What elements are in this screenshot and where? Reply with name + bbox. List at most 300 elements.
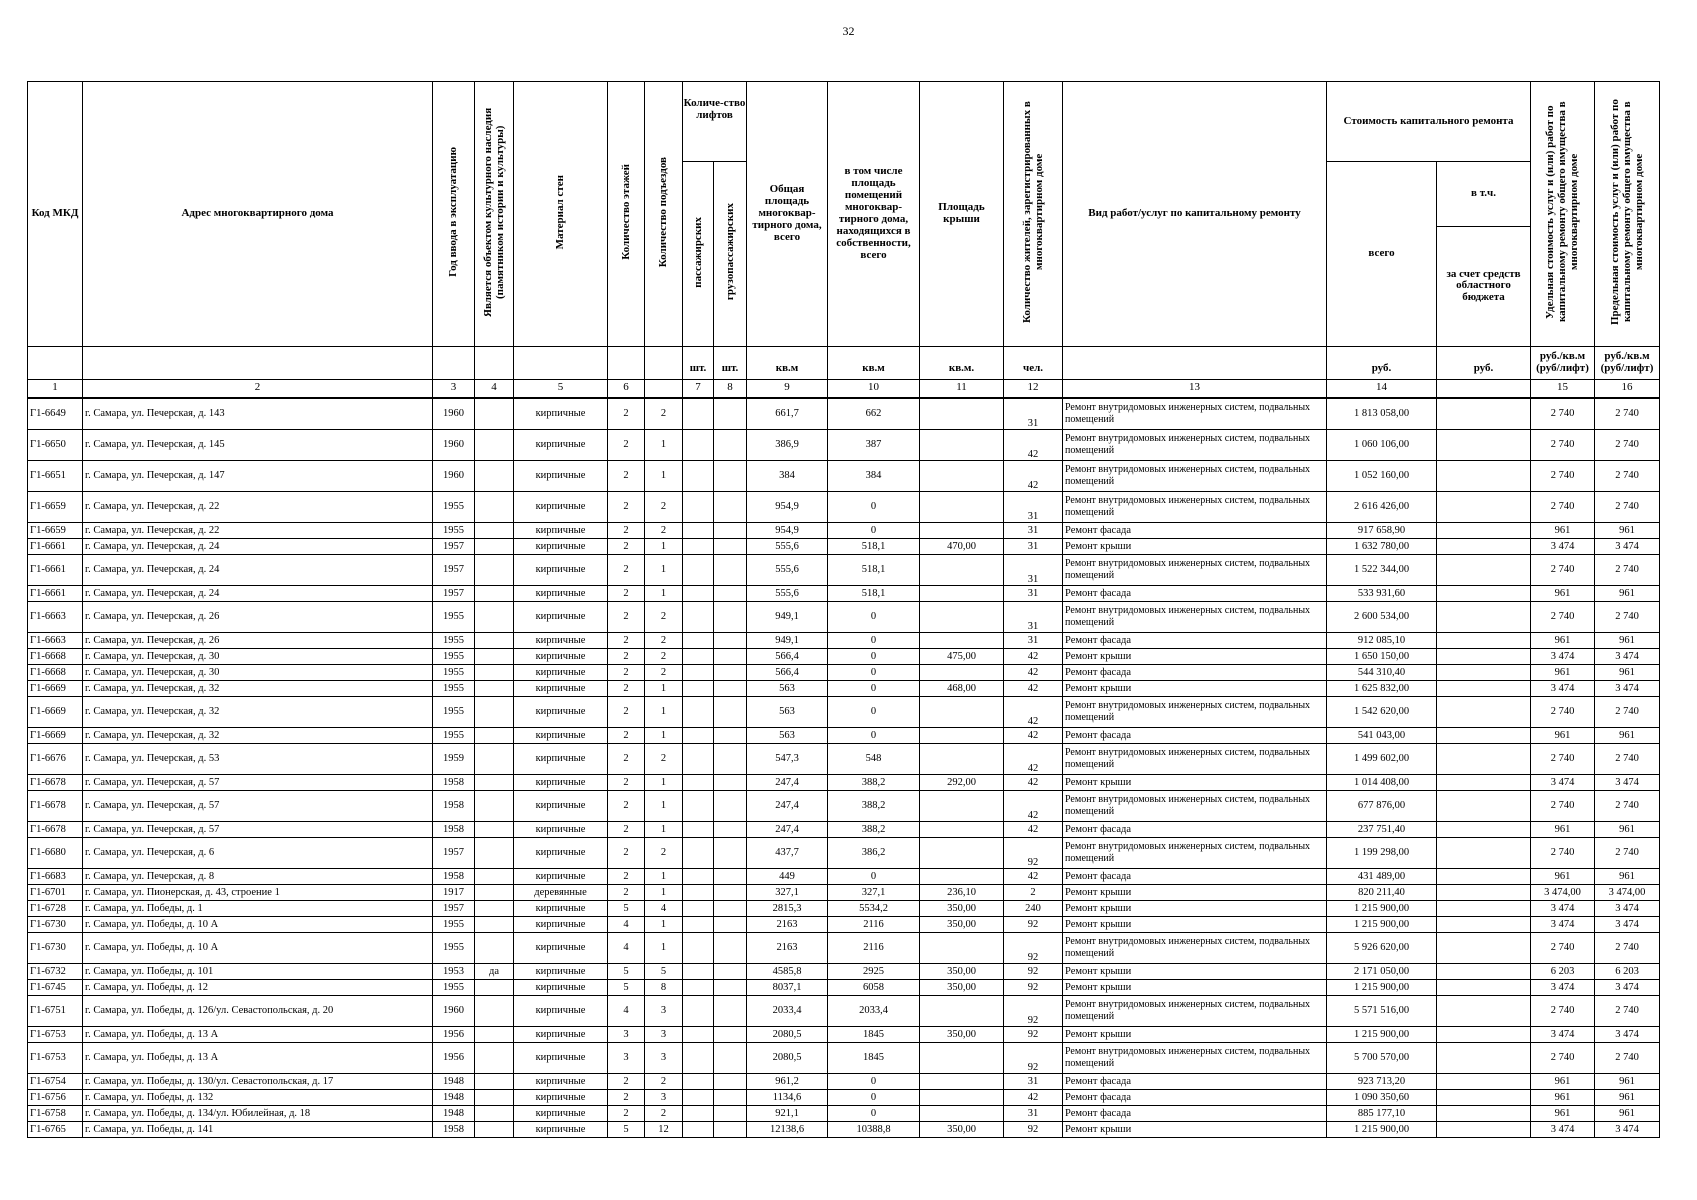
cell-total-area: 247,4 [747, 774, 828, 790]
cell-passenger-lifts [683, 538, 714, 554]
cell-regional-budget [1437, 900, 1531, 916]
cell-total-area: 566,4 [747, 648, 828, 664]
cell-code: Г1-6751 [28, 995, 83, 1026]
header-heritage: Является объектом культурного наследия (памятником истории и культуры) [481, 107, 506, 317]
cell-cargo-lifts [714, 995, 747, 1026]
cell-code: Г1-6661 [28, 585, 83, 601]
cell-cargo-lifts [714, 790, 747, 821]
cell-regional-budget [1437, 491, 1531, 522]
cell-roof-area [920, 601, 1004, 632]
cell-year: 1955 [433, 601, 475, 632]
cell-unit-cost: 961 [1531, 868, 1595, 884]
cell-unit-cost: 961 [1531, 664, 1595, 680]
cell-floors: 2 [608, 774, 645, 790]
cell-cargo-lifts [714, 932, 747, 963]
cell-passenger-lifts [683, 743, 714, 774]
cell-heritage [475, 491, 514, 522]
col-num: 7 [683, 379, 714, 398]
cell-walls: кирпичные [514, 1042, 608, 1073]
cell-cargo-lifts [714, 648, 747, 664]
col-num: 11 [920, 379, 1004, 398]
cell-cargo-lifts [714, 1073, 747, 1089]
cell-cost-total: 544 310,40 [1327, 664, 1437, 680]
cell-cargo-lifts [714, 1121, 747, 1137]
cell-entrances: 4 [645, 900, 683, 916]
cell-owned-area: 518,1 [828, 585, 920, 601]
cell-entrances: 1 [645, 460, 683, 491]
cell-owned-area: 0 [828, 727, 920, 743]
header-walls: Материал стен [554, 174, 567, 250]
cell-total-area: 921,1 [747, 1105, 828, 1121]
header-including: в т.ч. [1437, 162, 1531, 227]
cell-passenger-lifts [683, 1105, 714, 1121]
col-num: 5 [514, 379, 608, 398]
cell-heritage [475, 743, 514, 774]
cell-floors: 3 [608, 1026, 645, 1042]
cell-floors: 4 [608, 995, 645, 1026]
cell-residents: 42 [1004, 743, 1063, 774]
cell-residents: 31 [1004, 538, 1063, 554]
cell-residents: 42 [1004, 460, 1063, 491]
cell-roof-area [920, 696, 1004, 727]
cell-roof-area [920, 1042, 1004, 1073]
cell-heritage [475, 1073, 514, 1089]
cell-work-type: Ремонт фасада [1063, 522, 1327, 538]
table-row [28, 1073, 1660, 1089]
cell-heritage [475, 837, 514, 868]
cell-regional-budget [1437, 1026, 1531, 1042]
table-row [28, 632, 1660, 648]
cell-unit-cost: 3 474 [1531, 648, 1595, 664]
cell-code: Г1-6678 [28, 821, 83, 837]
cell-passenger-lifts [683, 1042, 714, 1073]
cell-code: Г1-6730 [28, 916, 83, 932]
cell-residents: 92 [1004, 1042, 1063, 1073]
cell-floors: 2 [608, 1089, 645, 1105]
cell-code: Г1-6663 [28, 601, 83, 632]
cell-code: Г1-6661 [28, 538, 83, 554]
cell-heritage [475, 680, 514, 696]
cell-passenger-lifts [683, 916, 714, 932]
cell-walls: кирпичные [514, 491, 608, 522]
cell-roof-area [920, 868, 1004, 884]
cell-residents: 92 [1004, 916, 1063, 932]
cell-roof-area [920, 837, 1004, 868]
cell-walls: кирпичные [514, 1089, 608, 1105]
cell-owned-area: 518,1 [828, 554, 920, 585]
cell-roof-area [920, 1105, 1004, 1121]
cell-heritage [475, 979, 514, 995]
cell-owned-area: 5534,2 [828, 900, 920, 916]
cell-work-type: Ремонт внутридомовых инженерных систем, подвальных помещений [1063, 554, 1327, 585]
cell-cost-total: 431 489,00 [1327, 868, 1437, 884]
cell-limit-cost: 3 474 [1595, 538, 1660, 554]
cell-total-area: 949,1 [747, 632, 828, 648]
cell-limit-cost: 2 740 [1595, 995, 1660, 1026]
table-row [28, 821, 1660, 837]
cell-residents: 31 [1004, 398, 1063, 430]
cell-heritage [475, 664, 514, 680]
cell-cost-total: 541 043,00 [1327, 727, 1437, 743]
cell-cargo-lifts [714, 727, 747, 743]
cell-heritage [475, 821, 514, 837]
cell-regional-budget [1437, 884, 1531, 900]
cell-code: Г1-6754 [28, 1073, 83, 1089]
cell-limit-cost: 3 474 [1595, 680, 1660, 696]
cell-limit-cost: 2 740 [1595, 790, 1660, 821]
cell-floors: 2 [608, 727, 645, 743]
cell-passenger-lifts [683, 460, 714, 491]
cell-total-area: 2080,5 [747, 1026, 828, 1042]
cell-total-area: 949,1 [747, 601, 828, 632]
cell-limit-cost: 2 740 [1595, 491, 1660, 522]
cell-entrances: 5 [645, 963, 683, 979]
cell-total-area: 961,2 [747, 1073, 828, 1089]
cell-passenger-lifts [683, 1121, 714, 1137]
cell-regional-budget [1437, 727, 1531, 743]
cell-passenger-lifts [683, 821, 714, 837]
cell-walls: кирпичные [514, 696, 608, 727]
cell-year: 1958 [433, 774, 475, 790]
cell-work-type: Ремонт крыши [1063, 916, 1327, 932]
header-work-type: Вид работ/услуг по капитальному ремонту [1063, 82, 1327, 347]
cell-owned-area: 0 [828, 648, 920, 664]
cell-work-type: Ремонт крыши [1063, 979, 1327, 995]
cell-entrances: 2 [645, 632, 683, 648]
cell-cargo-lifts [714, 429, 747, 460]
cell-roof-area: 468,00 [920, 680, 1004, 696]
cell-passenger-lifts [683, 491, 714, 522]
cell-roof-area [920, 821, 1004, 837]
cell-unit-cost: 3 474 [1531, 916, 1595, 932]
cell-owned-area: 10388,8 [828, 1121, 920, 1137]
cell-limit-cost: 2 740 [1595, 1042, 1660, 1073]
cell-roof-area: 350,00 [920, 900, 1004, 916]
cell-work-type: Ремонт внутридомовых инженерных систем, подвальных помещений [1063, 1042, 1327, 1073]
cell-work-type: Ремонт внутридомовых инженерных систем, подвальных помещений [1063, 491, 1327, 522]
col-num: 2 [83, 379, 433, 398]
cell-owned-area: 2033,4 [828, 995, 920, 1026]
table-row [28, 460, 1660, 491]
cell-residents: 31 [1004, 601, 1063, 632]
cell-passenger-lifts [683, 963, 714, 979]
cell-owned-area: 2116 [828, 916, 920, 932]
table-row [28, 522, 1660, 538]
table-row [28, 1089, 1660, 1105]
cell-owned-area: 6058 [828, 979, 920, 995]
cell-regional-budget [1437, 868, 1531, 884]
cell-cost-total: 2 171 050,00 [1327, 963, 1437, 979]
cell-address: г. Самара, ул. Печерская, д. 147 [83, 460, 433, 491]
cell-owned-area: 518,1 [828, 538, 920, 554]
cell-floors: 2 [608, 538, 645, 554]
cell-roof-area [920, 554, 1004, 585]
cell-walls: деревянные [514, 884, 608, 900]
cell-regional-budget [1437, 601, 1531, 632]
cell-cargo-lifts [714, 696, 747, 727]
unit-pcs: шт. [683, 346, 714, 379]
cell-address: г. Самара, ул. Победы, д. 13 А [83, 1026, 433, 1042]
cell-heritage [475, 601, 514, 632]
header-total-area: Общая площадь многоквар-тирного дома, всего [747, 82, 828, 347]
cell-cost-total: 1 499 602,00 [1327, 743, 1437, 774]
cell-cargo-lifts [714, 680, 747, 696]
cell-passenger-lifts [683, 1026, 714, 1042]
table-row [28, 1026, 1660, 1042]
cell-walls: кирпичные [514, 398, 608, 430]
cell-cargo-lifts [714, 884, 747, 900]
header-cargo: грузопассажирских [723, 203, 736, 301]
cell-owned-area: 327,1 [828, 884, 920, 900]
cell-address: г. Самара, ул. Печерская, д. 24 [83, 554, 433, 585]
cell-total-area: 954,9 [747, 491, 828, 522]
cell-limit-cost: 961 [1595, 1105, 1660, 1121]
cell-unit-cost: 961 [1531, 821, 1595, 837]
cell-heritage [475, 1121, 514, 1137]
cell-regional-budget [1437, 743, 1531, 774]
cell-cost-total: 677 876,00 [1327, 790, 1437, 821]
cell-residents: 42 [1004, 790, 1063, 821]
cell-year: 1956 [433, 1026, 475, 1042]
cell-cost-total: 917 658,90 [1327, 522, 1437, 538]
header-floors: Количество этажей [619, 164, 632, 260]
cell-work-type: Ремонт крыши [1063, 884, 1327, 900]
cell-address: г. Самара, ул. Печерская, д. 145 [83, 429, 433, 460]
cell-total-area: 566,4 [747, 664, 828, 680]
cell-address: г. Самара, ул. Печерская, д. 57 [83, 790, 433, 821]
unit-sqm: кв.м [747, 346, 828, 379]
cell-passenger-lifts [683, 680, 714, 696]
cell-limit-cost: 2 740 [1595, 837, 1660, 868]
cell-cargo-lifts [714, 664, 747, 680]
cell-address: г. Самара, ул. Печерская, д. 22 [83, 522, 433, 538]
cell-work-type: Ремонт крыши [1063, 774, 1327, 790]
cell-total-area: 2033,4 [747, 995, 828, 1026]
cell-floors: 2 [608, 522, 645, 538]
cell-passenger-lifts [683, 664, 714, 680]
cell-residents: 92 [1004, 1026, 1063, 1042]
cell-entrances: 1 [645, 932, 683, 963]
cell-entrances: 1 [645, 774, 683, 790]
cell-total-area: 661,7 [747, 398, 828, 430]
cell-roof-area [920, 429, 1004, 460]
cell-heritage [475, 932, 514, 963]
cell-code: Г1-6683 [28, 868, 83, 884]
cell-walls: кирпичные [514, 680, 608, 696]
cell-address: г. Самара, ул. Победы, д. 126/ул. Севастопольская, д. 20 [83, 995, 433, 1026]
cell-cost-total: 5 571 516,00 [1327, 995, 1437, 1026]
table-row [28, 884, 1660, 900]
cell-owned-area: 0 [828, 522, 920, 538]
cell-walls: кирпичные [514, 727, 608, 743]
cell-work-type: Ремонт крыши [1063, 963, 1327, 979]
cell-regional-budget [1437, 648, 1531, 664]
cell-cost-total: 1 625 832,00 [1327, 680, 1437, 696]
table-row [28, 538, 1660, 554]
table-row [28, 995, 1660, 1026]
cell-code: Г1-6669 [28, 727, 83, 743]
cell-floors: 2 [608, 696, 645, 727]
cell-walls: кирпичные [514, 837, 608, 868]
cell-floors: 5 [608, 963, 645, 979]
cell-walls: кирпичные [514, 538, 608, 554]
cell-regional-budget [1437, 632, 1531, 648]
cell-cargo-lifts [714, 522, 747, 538]
cell-entrances: 1 [645, 821, 683, 837]
cell-code: Г1-6678 [28, 774, 83, 790]
cell-owned-area: 386,2 [828, 837, 920, 868]
cell-year: 1955 [433, 680, 475, 696]
cell-year: 1955 [433, 522, 475, 538]
cell-cargo-lifts [714, 554, 747, 585]
col-num: 9 [747, 379, 828, 398]
cell-total-area: 563 [747, 696, 828, 727]
cell-unit-cost: 3 474 [1531, 1026, 1595, 1042]
cell-total-area: 547,3 [747, 743, 828, 774]
cell-roof-area [920, 585, 1004, 601]
cell-residents: 42 [1004, 696, 1063, 727]
table-row [28, 900, 1660, 916]
cell-limit-cost: 3 474 [1595, 648, 1660, 664]
cell-address: г. Самара, ул. Печерская, д. 143 [83, 398, 433, 430]
cell-roof-area [920, 398, 1004, 430]
cell-roof-area [920, 790, 1004, 821]
cell-regional-budget [1437, 696, 1531, 727]
cell-roof-area: 350,00 [920, 916, 1004, 932]
cell-entrances: 3 [645, 1042, 683, 1073]
cell-limit-cost: 961 [1595, 664, 1660, 680]
cell-work-type: Ремонт крыши [1063, 680, 1327, 696]
cell-owned-area: 2116 [828, 932, 920, 963]
cell-regional-budget [1437, 1042, 1531, 1073]
unit-rub-sqm: руб./кв.м (руб/лифт) [1595, 346, 1660, 379]
cell-unit-cost: 3 474 [1531, 1121, 1595, 1137]
cell-cargo-lifts [714, 1026, 747, 1042]
cell-address: г. Самара, ул. Печерская, д. 6 [83, 837, 433, 868]
header-unit-cost: Удельная стоимость услуг и (или) работ по капитальному ремонту общего имущества в многоквартирном доме [1544, 101, 1581, 323]
cell-code: Г1-6661 [28, 554, 83, 585]
cell-residents: 31 [1004, 522, 1063, 538]
cell-owned-area: 384 [828, 460, 920, 491]
units-row [28, 346, 1660, 379]
table-row [28, 774, 1660, 790]
cell-passenger-lifts [683, 900, 714, 916]
cell-limit-cost: 6 203 [1595, 963, 1660, 979]
cell-address: г. Самара, ул. Победы, д. 13 А [83, 1042, 433, 1073]
cell-roof-area: 350,00 [920, 963, 1004, 979]
table-row [28, 1042, 1660, 1073]
cell-regional-budget [1437, 1073, 1531, 1089]
header-owned-area: в том числе площадь помещений многоквар-тирного дома, находящихся в собственности, всего [828, 82, 920, 347]
cell-unit-cost: 961 [1531, 727, 1595, 743]
cell-cost-total: 2 600 534,00 [1327, 601, 1437, 632]
cell-floors: 2 [608, 1073, 645, 1089]
cell-address: г. Самара, ул. Победы, д. 12 [83, 979, 433, 995]
cell-total-area: 2815,3 [747, 900, 828, 916]
cell-address: г. Самара, ул. Печерская, д. 53 [83, 743, 433, 774]
cell-entrances: 2 [645, 648, 683, 664]
cell-owned-area: 0 [828, 632, 920, 648]
cell-cost-total: 820 211,40 [1327, 884, 1437, 900]
unit-pcs: шт. [714, 346, 747, 379]
cell-work-type: Ремонт фасада [1063, 727, 1327, 743]
cell-roof-area [920, 1089, 1004, 1105]
cell-regional-budget [1437, 460, 1531, 491]
cell-address: г. Самара, ул. Печерская, д. 26 [83, 632, 433, 648]
header-residents: Количество жителей, зарегистрированных в многоквартирном доме [1020, 101, 1045, 323]
cell-roof-area [920, 727, 1004, 743]
capital-repair-table [27, 81, 1660, 1138]
cell-roof-area [920, 995, 1004, 1026]
cell-roof-area [920, 522, 1004, 538]
cell-owned-area: 1845 [828, 1042, 920, 1073]
cell-cost-total: 1 650 150,00 [1327, 648, 1437, 664]
header-code: Код МКД [28, 82, 83, 347]
unit-rub: руб. [1327, 346, 1437, 379]
cell-total-area: 247,4 [747, 821, 828, 837]
cell-heritage [475, 1042, 514, 1073]
cell-walls: кирпичные [514, 932, 608, 963]
col-num: 10 [828, 379, 920, 398]
cell-work-type: Ремонт внутридомовых инженерных систем, подвальных помещений [1063, 460, 1327, 491]
col-num: 3 [433, 379, 475, 398]
cell-passenger-lifts [683, 774, 714, 790]
cell-year: 1955 [433, 664, 475, 680]
cell-year: 1955 [433, 696, 475, 727]
cell-walls: кирпичные [514, 1026, 608, 1042]
cell-residents: 31 [1004, 554, 1063, 585]
cell-owned-area: 548 [828, 743, 920, 774]
cell-cost-total: 237 751,40 [1327, 821, 1437, 837]
cell-address: г. Самара, ул. Печерская, д. 32 [83, 696, 433, 727]
cell-work-type: Ремонт внутридомовых инженерных систем, подвальных помещений [1063, 601, 1327, 632]
cell-walls: кирпичные [514, 979, 608, 995]
cell-roof-area [920, 932, 1004, 963]
cell-work-type: Ремонт крыши [1063, 538, 1327, 554]
cell-code: Г1-6659 [28, 491, 83, 522]
cell-roof-area: 470,00 [920, 538, 1004, 554]
cell-regional-budget [1437, 916, 1531, 932]
header-entrances: Количество подъездов [657, 156, 670, 268]
cell-unit-cost: 3 474 [1531, 774, 1595, 790]
cell-address: г. Самара, ул. Печерская, д. 57 [83, 821, 433, 837]
cell-code: Г1-6678 [28, 790, 83, 821]
cell-floors: 4 [608, 916, 645, 932]
cell-cargo-lifts [714, 979, 747, 995]
table-row [28, 491, 1660, 522]
cell-owned-area: 0 [828, 1105, 920, 1121]
cell-code: Г1-6651 [28, 460, 83, 491]
cell-heritage [475, 460, 514, 491]
cell-regional-budget [1437, 554, 1531, 585]
table-row [28, 727, 1660, 743]
cell-regional-budget [1437, 963, 1531, 979]
cell-regional-budget [1437, 837, 1531, 868]
cell-limit-cost: 2 740 [1595, 398, 1660, 430]
header-cost-total: всего [1327, 162, 1437, 347]
cell-roof-area [920, 1073, 1004, 1089]
cell-walls: кирпичные [514, 460, 608, 491]
cell-cost-total: 1 522 344,00 [1327, 554, 1437, 585]
cell-entrances: 1 [645, 429, 683, 460]
cell-limit-cost: 961 [1595, 821, 1660, 837]
cell-entrances: 2 [645, 491, 683, 522]
cell-unit-cost: 2 740 [1531, 696, 1595, 727]
cell-cost-total: 2 616 426,00 [1327, 491, 1437, 522]
cell-unit-cost: 2 740 [1531, 837, 1595, 868]
col-num: 13 [1063, 379, 1327, 398]
cell-regional-budget [1437, 932, 1531, 963]
